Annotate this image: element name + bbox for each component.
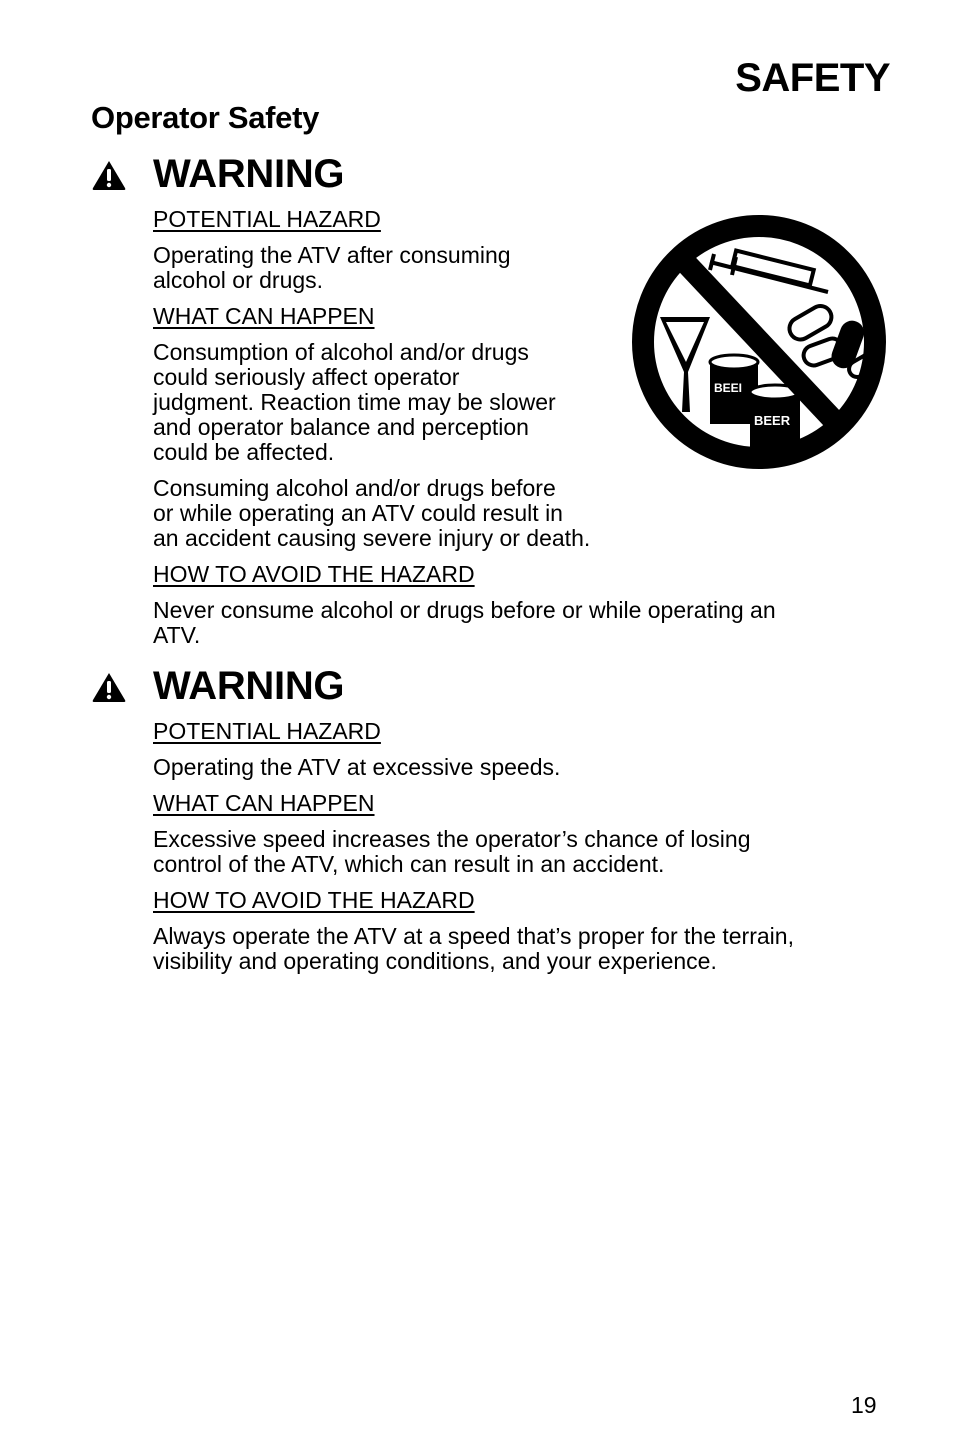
warning-heading-2: [91, 664, 344, 709]
can-label: BEER: [754, 413, 791, 428]
warning-2-body: [153, 719, 794, 974]
text-line: Consumption of alcohol and/or drugs: [153, 339, 529, 365]
warning-label: WARNING: [153, 664, 345, 708]
page-number: 19: [851, 1392, 877, 1418]
text-line: Always operate the ATV at a speed that’s proper for the terrain,: [153, 923, 794, 949]
how-to-avoid-label: HOW TO AVOID THE HAZARD: [153, 887, 475, 913]
text-line: alcohol or drugs.: [153, 267, 324, 293]
warning-label: WARNING: [153, 152, 345, 196]
no-alcohol-drugs-icon: [628, 212, 890, 472]
how-to-avoid-label: HOW TO AVOID THE HAZARD: [153, 561, 475, 587]
text-line: could seriously affect operator: [153, 364, 460, 390]
warning-heading-1: [91, 152, 344, 197]
text-line: ATV.: [153, 622, 201, 648]
text-line: visibility and operating conditions, and your experience.: [153, 948, 717, 974]
text-line: an accident causing severe injury or death.: [153, 525, 591, 551]
text-line: Never consume alcohol or drugs before or while operating an: [153, 597, 776, 623]
text-line: could be affected.: [153, 439, 335, 465]
what-can-happen-label: WHAT CAN HAPPEN: [153, 790, 375, 816]
warning-triangle-icon: [91, 671, 127, 703]
potential-hazard-label: POTENTIAL HAZARD: [153, 206, 381, 232]
section-title: SAFETY: [735, 56, 890, 100]
warning-triangle-icon: [91, 159, 127, 191]
text-line: judgment. Reaction time may be slower: [153, 389, 556, 415]
can-label: BEEI: [714, 381, 743, 395]
potential-hazard-label: POTENTIAL HAZARD: [153, 718, 381, 744]
text-line: or while operating an ATV could result in: [153, 500, 563, 526]
text-line: control of the ATV, which can result in an accident.: [153, 851, 665, 877]
text-line: Operating the ATV after consuming: [153, 242, 511, 268]
text-line: Consuming alcohol and/or drugs before: [153, 475, 556, 501]
subsection-title: Operator Safety: [91, 100, 320, 135]
text-line: Operating the ATV at excessive speeds.: [153, 754, 561, 780]
text-line: Excessive speed increases the operator’s chance of losing: [153, 826, 751, 852]
text-line: and operator balance and perception: [153, 414, 529, 440]
what-can-happen-label: WHAT CAN HAPPEN: [153, 303, 375, 329]
